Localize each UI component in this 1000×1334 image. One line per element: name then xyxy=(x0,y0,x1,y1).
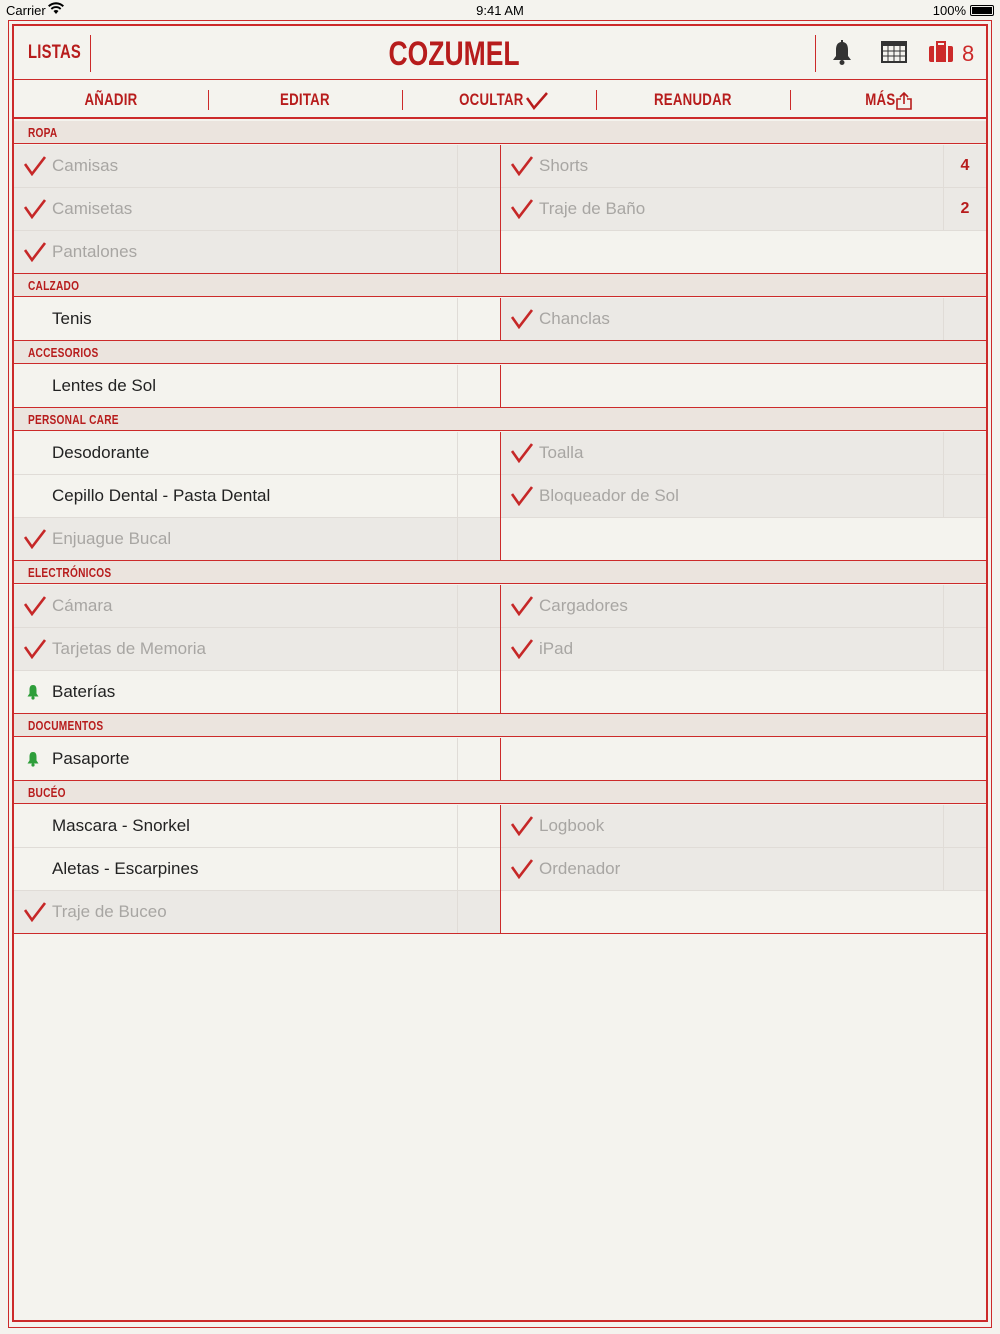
share-icon xyxy=(895,92,913,110)
main-frame xyxy=(12,24,988,1322)
bell-icon[interactable] xyxy=(830,40,854,66)
page-title: COZUMEL xyxy=(388,35,520,73)
section-divider xyxy=(14,933,986,934)
section-title: ROPA xyxy=(28,125,58,140)
item-label: Desodorante xyxy=(52,443,150,462)
carrier-label: Carrier xyxy=(6,3,46,18)
item-label: Tenis xyxy=(52,309,92,328)
item-label: Bloqueador de Sol xyxy=(539,486,679,505)
check-icon[interactable] xyxy=(511,156,533,176)
item-label: Camisas xyxy=(52,156,119,175)
list-item[interactable] xyxy=(501,188,986,231)
item-label: Cámara xyxy=(52,596,113,615)
section-header xyxy=(14,121,986,144)
item-label: Pasaporte xyxy=(52,749,130,768)
section-title: ELECTRÓNICOS xyxy=(28,565,112,580)
check-icon[interactable] xyxy=(24,199,46,219)
quantity-cell[interactable] xyxy=(943,628,986,670)
item-label: Ordenador xyxy=(539,859,621,878)
column-divider xyxy=(500,738,501,781)
check-icon[interactable] xyxy=(511,443,533,463)
item-label: Mascara - Snorkel xyxy=(52,816,190,835)
item-label: Tarjetas de Memoria xyxy=(52,639,207,658)
check-icon[interactable] xyxy=(511,639,533,659)
column-divider xyxy=(500,145,501,274)
section-header xyxy=(14,561,986,584)
section-title: CALZADO xyxy=(28,278,80,293)
header xyxy=(14,26,986,80)
section-title: ACCESORIOS xyxy=(28,345,99,360)
list-item[interactable] xyxy=(14,298,500,341)
reminder-bell-icon xyxy=(26,751,40,767)
hide-button[interactable]: OCULTAR xyxy=(402,81,596,119)
check-icon[interactable] xyxy=(24,596,46,616)
quantity-cell[interactable] xyxy=(457,298,500,340)
quantity-cell[interactable] xyxy=(943,805,986,847)
quantity-cell[interactable] xyxy=(457,365,500,407)
list-item[interactable] xyxy=(14,891,500,934)
check-icon[interactable] xyxy=(24,902,46,922)
list-item[interactable] xyxy=(501,432,986,475)
quantity-cell[interactable] xyxy=(457,145,500,187)
list-item[interactable] xyxy=(14,628,500,671)
edit-button[interactable]: EDITAR xyxy=(280,90,330,109)
column-divider xyxy=(500,298,501,341)
list-item[interactable] xyxy=(14,805,500,848)
quantity-cell[interactable] xyxy=(457,891,500,933)
check-icon[interactable] xyxy=(24,639,46,659)
item-label: Traje de Buceo xyxy=(52,902,167,921)
section-title: DOCUMENTOS xyxy=(28,718,104,733)
quantity-cell[interactable] xyxy=(457,628,500,670)
item-label: Pantalones xyxy=(52,242,138,261)
check-icon[interactable] xyxy=(511,596,533,616)
quantity-cell[interactable] xyxy=(943,298,986,340)
quantity-cell[interactable] xyxy=(457,518,500,560)
check-icon[interactable] xyxy=(511,859,533,879)
quantity-cell[interactable] xyxy=(457,188,500,230)
item-label: Camisetas xyxy=(52,199,133,218)
item-label: Baterías xyxy=(52,682,116,701)
column-divider xyxy=(500,432,501,561)
list-item[interactable] xyxy=(14,432,500,475)
quantity-cell[interactable] xyxy=(943,585,986,627)
quantity-cell[interactable] xyxy=(457,475,500,517)
item-label: Enjuague Bucal xyxy=(52,529,172,548)
quantity-cell[interactable] xyxy=(457,805,500,847)
quantity-cell[interactable] xyxy=(457,671,500,713)
quantity-cell[interactable]: 2 xyxy=(943,188,986,230)
list-item[interactable] xyxy=(14,671,500,714)
calendar-icon[interactable] xyxy=(881,41,907,63)
list-item[interactable] xyxy=(14,585,500,628)
item-label: iPad xyxy=(539,639,574,658)
check-icon[interactable] xyxy=(511,816,533,836)
list-item[interactable] xyxy=(501,145,986,188)
list-item[interactable] xyxy=(501,628,986,671)
check-icon[interactable] xyxy=(24,529,46,549)
suitcase-icon[interactable] xyxy=(928,41,954,63)
list-item[interactable] xyxy=(14,475,500,518)
list-item[interactable] xyxy=(14,848,500,891)
check-icon[interactable] xyxy=(511,309,533,329)
check-icon[interactable] xyxy=(24,156,46,176)
section-header xyxy=(14,781,986,804)
quantity-cell[interactable]: 4 xyxy=(943,145,986,187)
list-item[interactable] xyxy=(14,145,500,188)
column-divider xyxy=(500,585,501,714)
section-header xyxy=(14,714,986,737)
quantity-cell[interactable] xyxy=(457,738,500,780)
resume-button[interactable]: REANUDAR xyxy=(654,90,732,109)
item-label: Cargadores xyxy=(539,596,628,615)
quantity-cell[interactable] xyxy=(943,432,986,474)
list-item[interactable] xyxy=(14,188,500,231)
reminder-bell-icon xyxy=(26,684,40,700)
quantity-cell[interactable] xyxy=(457,585,500,627)
quantity-cell[interactable] xyxy=(943,848,986,890)
item-label: Lentes de Sol xyxy=(52,376,156,395)
add-button[interactable]: AÑADIR xyxy=(84,90,138,109)
battery-percent: 100% xyxy=(932,3,966,18)
list-item[interactable] xyxy=(14,231,500,274)
check-icon[interactable] xyxy=(511,486,533,506)
check-icon[interactable] xyxy=(511,199,533,219)
item-label: Aletas - Escarpines xyxy=(52,859,199,878)
list-item[interactable] xyxy=(501,298,986,341)
header-divider xyxy=(815,35,816,72)
list-item[interactable] xyxy=(14,518,500,561)
list-item[interactable] xyxy=(501,585,986,628)
section-header xyxy=(14,408,986,431)
item-label: Traje de Baño xyxy=(539,199,646,218)
clock: 9:41 AM xyxy=(476,3,524,18)
check-icon[interactable] xyxy=(24,242,46,262)
item-label: Cepillo Dental - Pasta Dental xyxy=(52,486,271,505)
quantity-cell[interactable] xyxy=(457,432,500,474)
item-label: Logbook xyxy=(539,816,605,835)
column-divider xyxy=(500,805,501,934)
item-label: Chanclas xyxy=(539,309,610,328)
status-bar xyxy=(0,0,1000,20)
section-title: BUCÉO xyxy=(28,785,66,800)
list-item[interactable] xyxy=(501,805,986,848)
packed-count: 8 xyxy=(962,41,975,66)
column-divider xyxy=(500,365,501,408)
toolbar xyxy=(14,81,986,119)
lists-button[interactable]: LISTAS xyxy=(28,42,82,63)
quantity-cell[interactable] xyxy=(457,231,500,273)
list-item[interactable] xyxy=(14,365,500,408)
quantity-cell[interactable] xyxy=(943,475,986,517)
list-item[interactable] xyxy=(14,738,500,781)
quantity-cell[interactable] xyxy=(457,848,500,890)
item-label: Toalla xyxy=(539,443,584,462)
section-title: PERSONAL CARE xyxy=(28,412,119,427)
list-item[interactable] xyxy=(501,848,986,891)
item-label: Shorts xyxy=(539,156,589,175)
check-icon xyxy=(526,92,548,110)
section-header xyxy=(14,341,986,364)
section-header xyxy=(14,274,986,297)
list-item[interactable] xyxy=(501,475,986,518)
more-button[interactable]: MÁS xyxy=(790,81,984,119)
battery-icon xyxy=(970,5,994,16)
